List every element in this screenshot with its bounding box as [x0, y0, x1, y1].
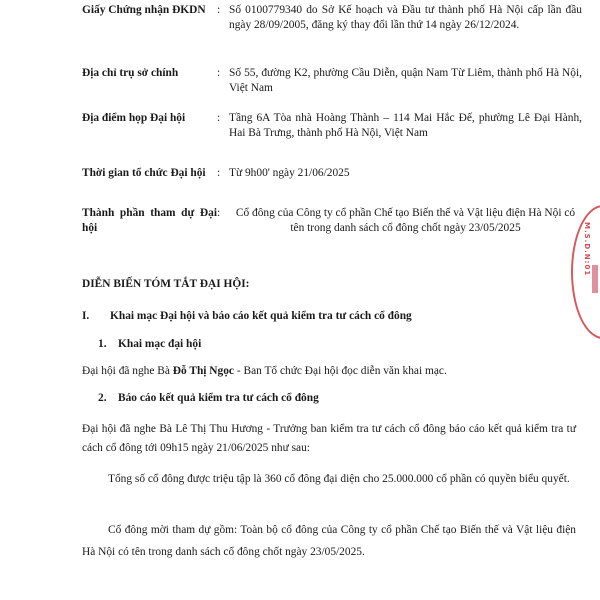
subsection-1-number: 1. — [98, 338, 107, 350]
info-label: Địa chỉ trụ sở chính — [82, 67, 179, 79]
paragraph-report: Đại hội đã nghe Bà Lê Thị Thu Hương - Trưởng ban kiểm tra tư cách cổ đông báo cáo kết quả kiểm tra tư cách cổ đông tới 09h15 ngày 21/06/2025 như sau: — [82, 423, 576, 454]
subsection-2-title: Báo cáo kết quả kiểm tra tư cách cổ đông — [118, 392, 319, 404]
paragraph-total-shareholders: Tổng số cổ đông được triệu tập là 360 cổ đông đại diện cho 25.000.000 cổ phần có quyền biểu quyết. — [108, 473, 570, 485]
info-label: Giấy Chứng nhận ĐKDN — [82, 4, 206, 16]
paragraph-opening — [82, 364, 582, 379]
info-label: Thời gian tổ chức Đại hội — [82, 167, 206, 179]
info-value: Cổ đông của Công ty cổ phần Chế tạo Biến thế và Vật liệu điện Hà Nội có tên trong danh sách cổ đông chốt ngày 23/05/2025 — [235, 207, 576, 234]
info-colon: : — [217, 67, 221, 79]
info-value: Số 55, đường K2, phường Cầu Diễn, quận Nam Từ Liêm, thành phố Hà Nội, Việt Nam — [229, 67, 582, 94]
seal-mark — [592, 265, 598, 293]
info-row-attendees — [82, 206, 582, 236]
info-value: Từ 9h00' ngày 21/06/2025 — [229, 167, 350, 179]
info-row-meeting-time — [82, 166, 582, 181]
section-1-title: Khai mạc Đại hội và báo cáo kết quả kiểm tra tư cách cổ đông — [110, 310, 412, 322]
subsection-2-number: 2. — [98, 392, 107, 404]
section-title: DIỄN BIẾN TÓM TẮT ĐẠI HỘI: — [82, 278, 250, 290]
opening-text-before: Đại hội đã nghe Bà — [82, 365, 173, 377]
info-row-business-registration — [82, 3, 582, 33]
info-colon: : — [217, 4, 221, 16]
info-colon: : — [217, 207, 221, 219]
info-row-meeting-venue — [82, 111, 582, 141]
company-seal-text: M.S.D.N:01 — [583, 222, 591, 277]
info-value: Số 0100779340 do Sở Kế hoạch và Đầu tư thành phố Hà Nội cấp lần đầu ngày 28/09/2005, đăng ký thay đổi lần thứ 14 ngày 26/12/2024. — [229, 4, 582, 31]
speaker-name: Đỗ Thị Ngọc — [172, 365, 234, 377]
info-value: Tầng 6A Tòa nhà Hoàng Thành – 114 Mai Hắc Đế, phường Lê Đại Hành, Hai Bà Trưng, thành phố Hà Nội, Việt Nam — [229, 112, 582, 139]
paragraph-invited-shareholders: Cổ đông mời tham dự gồm: Toàn bộ cổ đông của Công ty cổ phần Chế tạo Biến thế và Vật liệu điện Hà Nội có tên trong danh sách cổ đông chốt ngày 23/05/2025. — [82, 524, 576, 558]
subsection-1-title: Khai mạc đại hội — [118, 338, 202, 350]
info-colon: : — [217, 167, 221, 179]
info-label: Thành phần tham dự Đại hội — [82, 207, 217, 234]
info-label: Địa điểm họp Đại hội — [82, 112, 186, 124]
opening-text-after: - Ban Tổ chức Đại hội đọc diễn văn khai mạc. — [233, 365, 447, 377]
section-1-number: I. — [82, 310, 90, 322]
info-colon: : — [217, 112, 221, 124]
info-row-head-office — [82, 66, 582, 96]
